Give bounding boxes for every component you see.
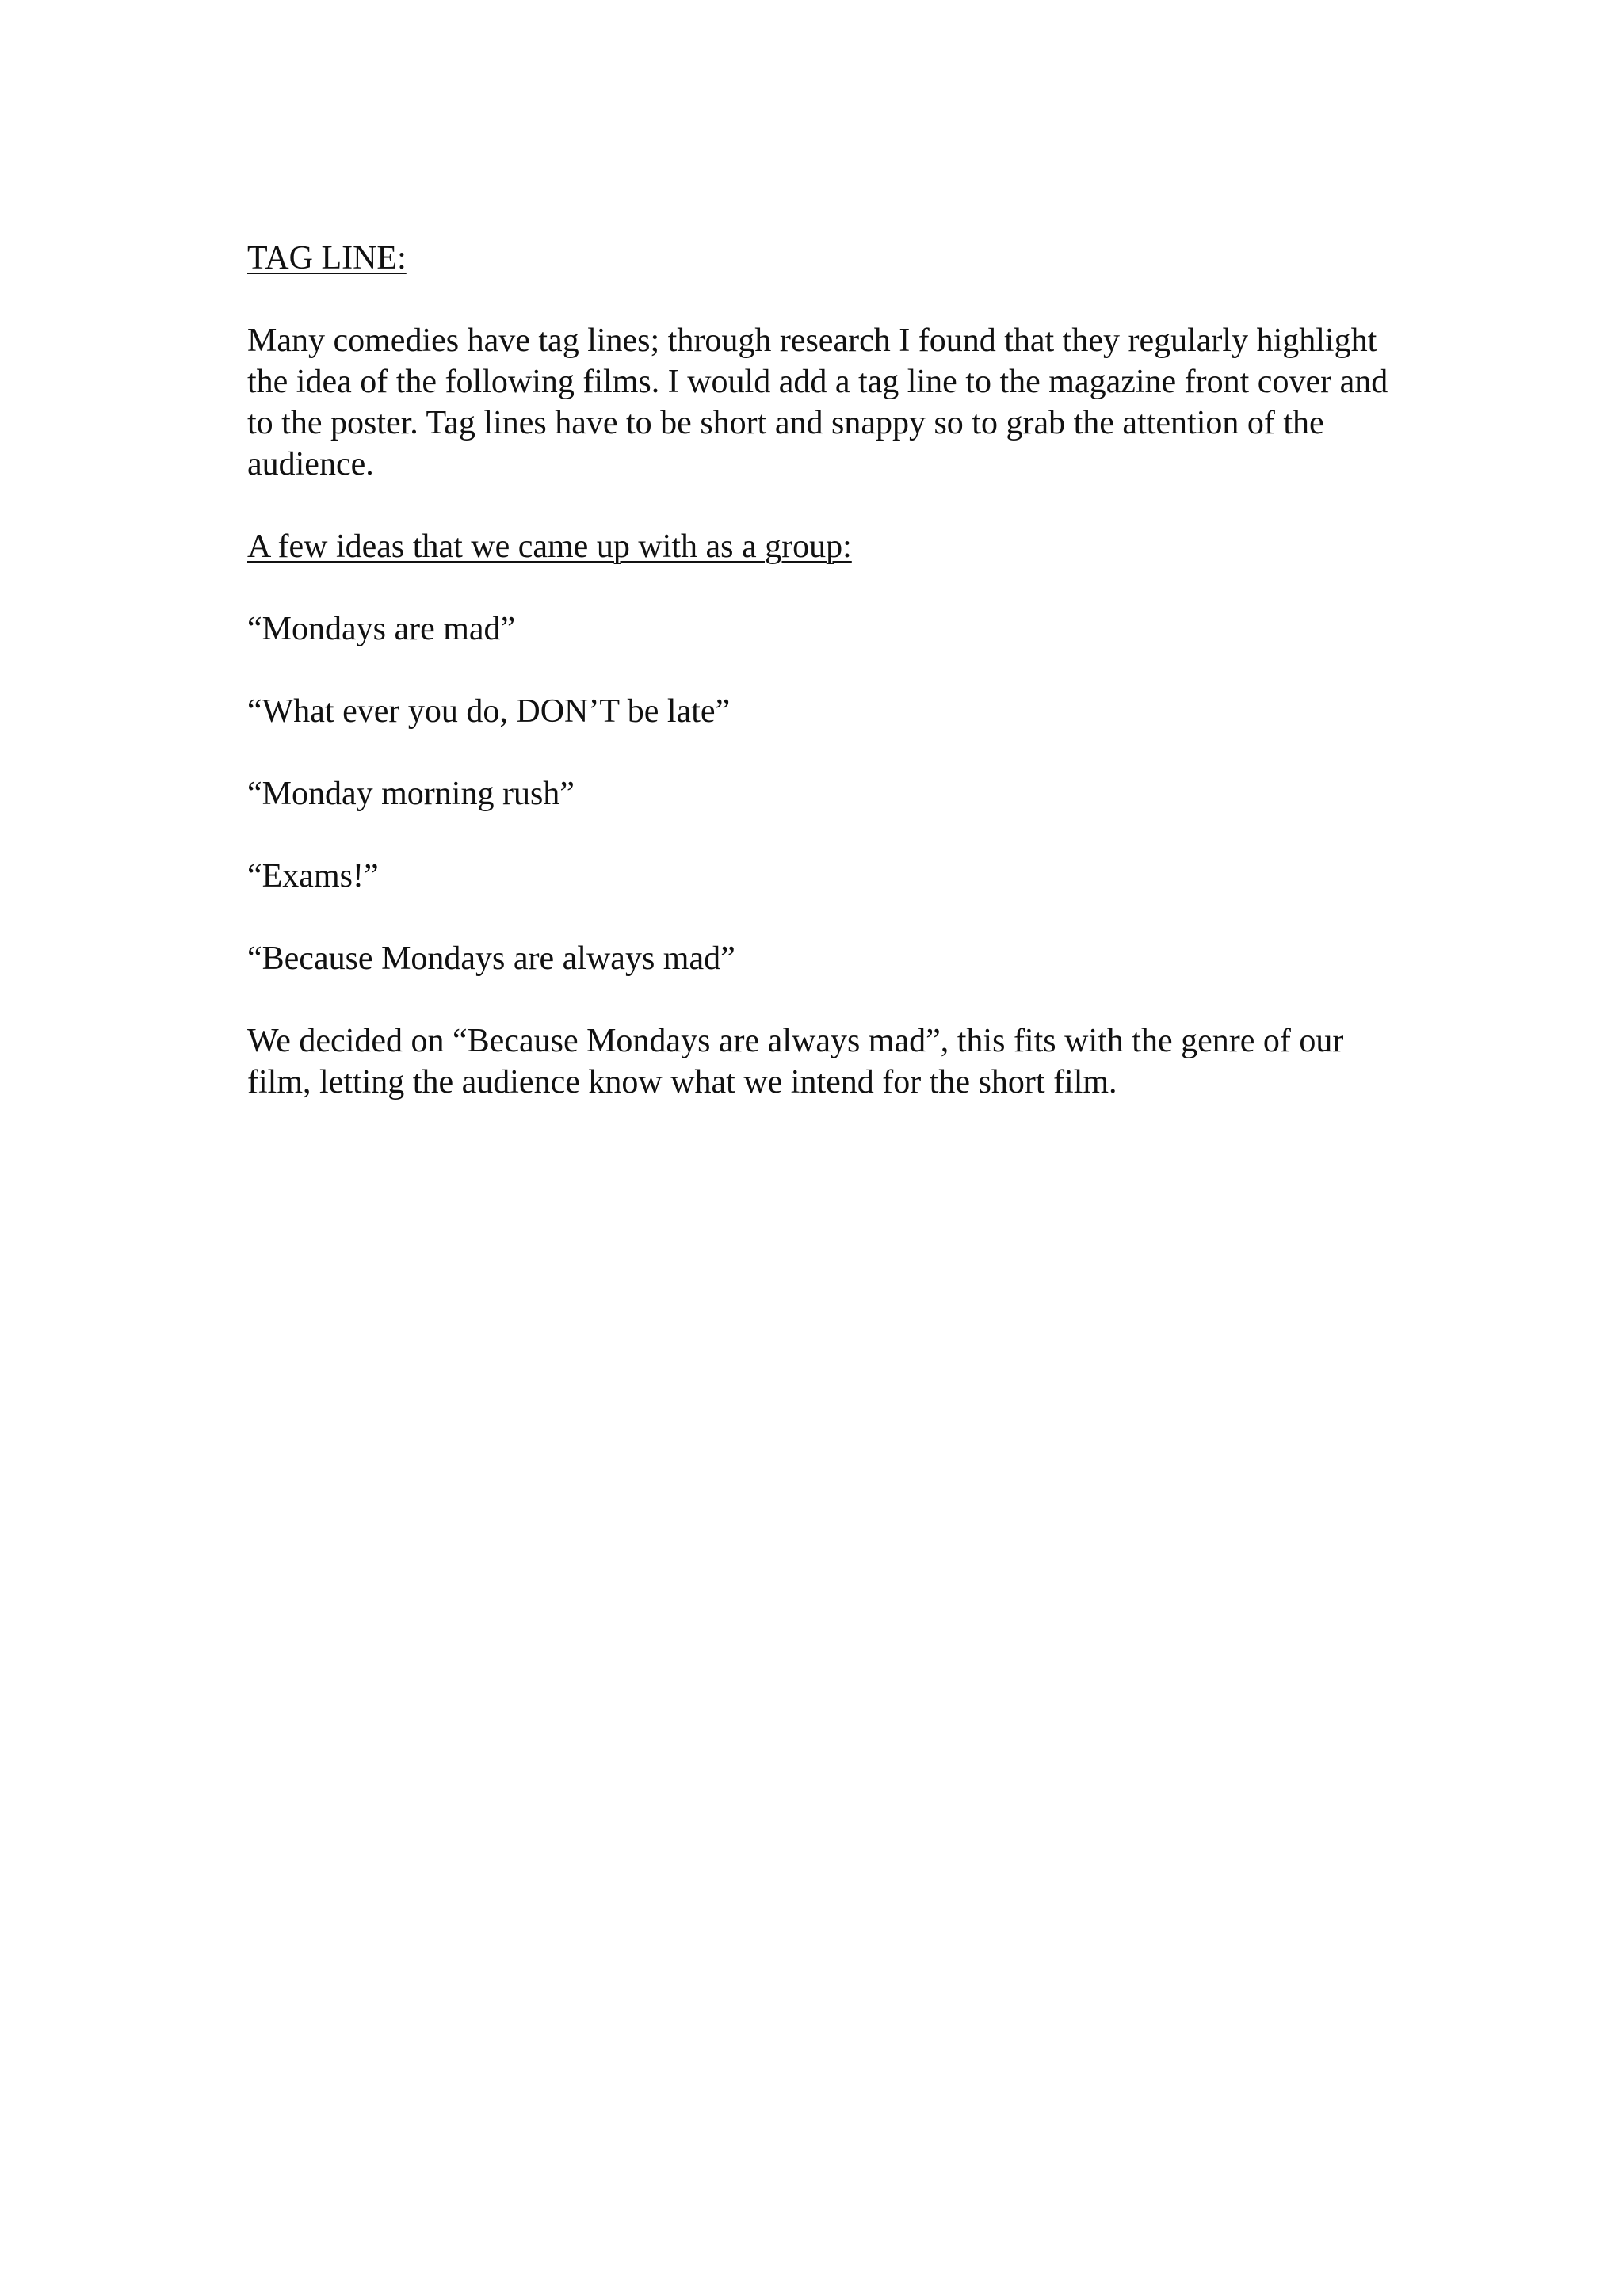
intro-paragraph: Many comedies have tag lines; through research I found that they regularly highlight the idea of the following films. I would add a tag line to the magazine front cover and to the poster. Tag lines have to be short and snappy so to grab the attention of the audience. bbox=[247, 322, 1388, 482]
conclusion-paragraph: We decided on “Because Mondays are always mad”, this fits with the genre of our film, letting the audience know what we intend for the short film. bbox=[247, 1023, 1344, 1100]
idea-item: “Monday morning rush” bbox=[247, 776, 575, 812]
document-content bbox=[247, 238, 1396, 1144]
page-title: TAG LINE: bbox=[247, 240, 407, 277]
idea-item: “Because Mondays are always mad” bbox=[247, 940, 735, 977]
ideas-list bbox=[247, 608, 1396, 979]
ideas-heading: A few ideas that we came up with as a group: bbox=[247, 528, 852, 565]
idea-item: “Exams!” bbox=[247, 858, 379, 894]
idea-item: “Mondays are mad” bbox=[247, 611, 516, 647]
idea-item: “What ever you do, DON’T be late” bbox=[247, 693, 731, 730]
